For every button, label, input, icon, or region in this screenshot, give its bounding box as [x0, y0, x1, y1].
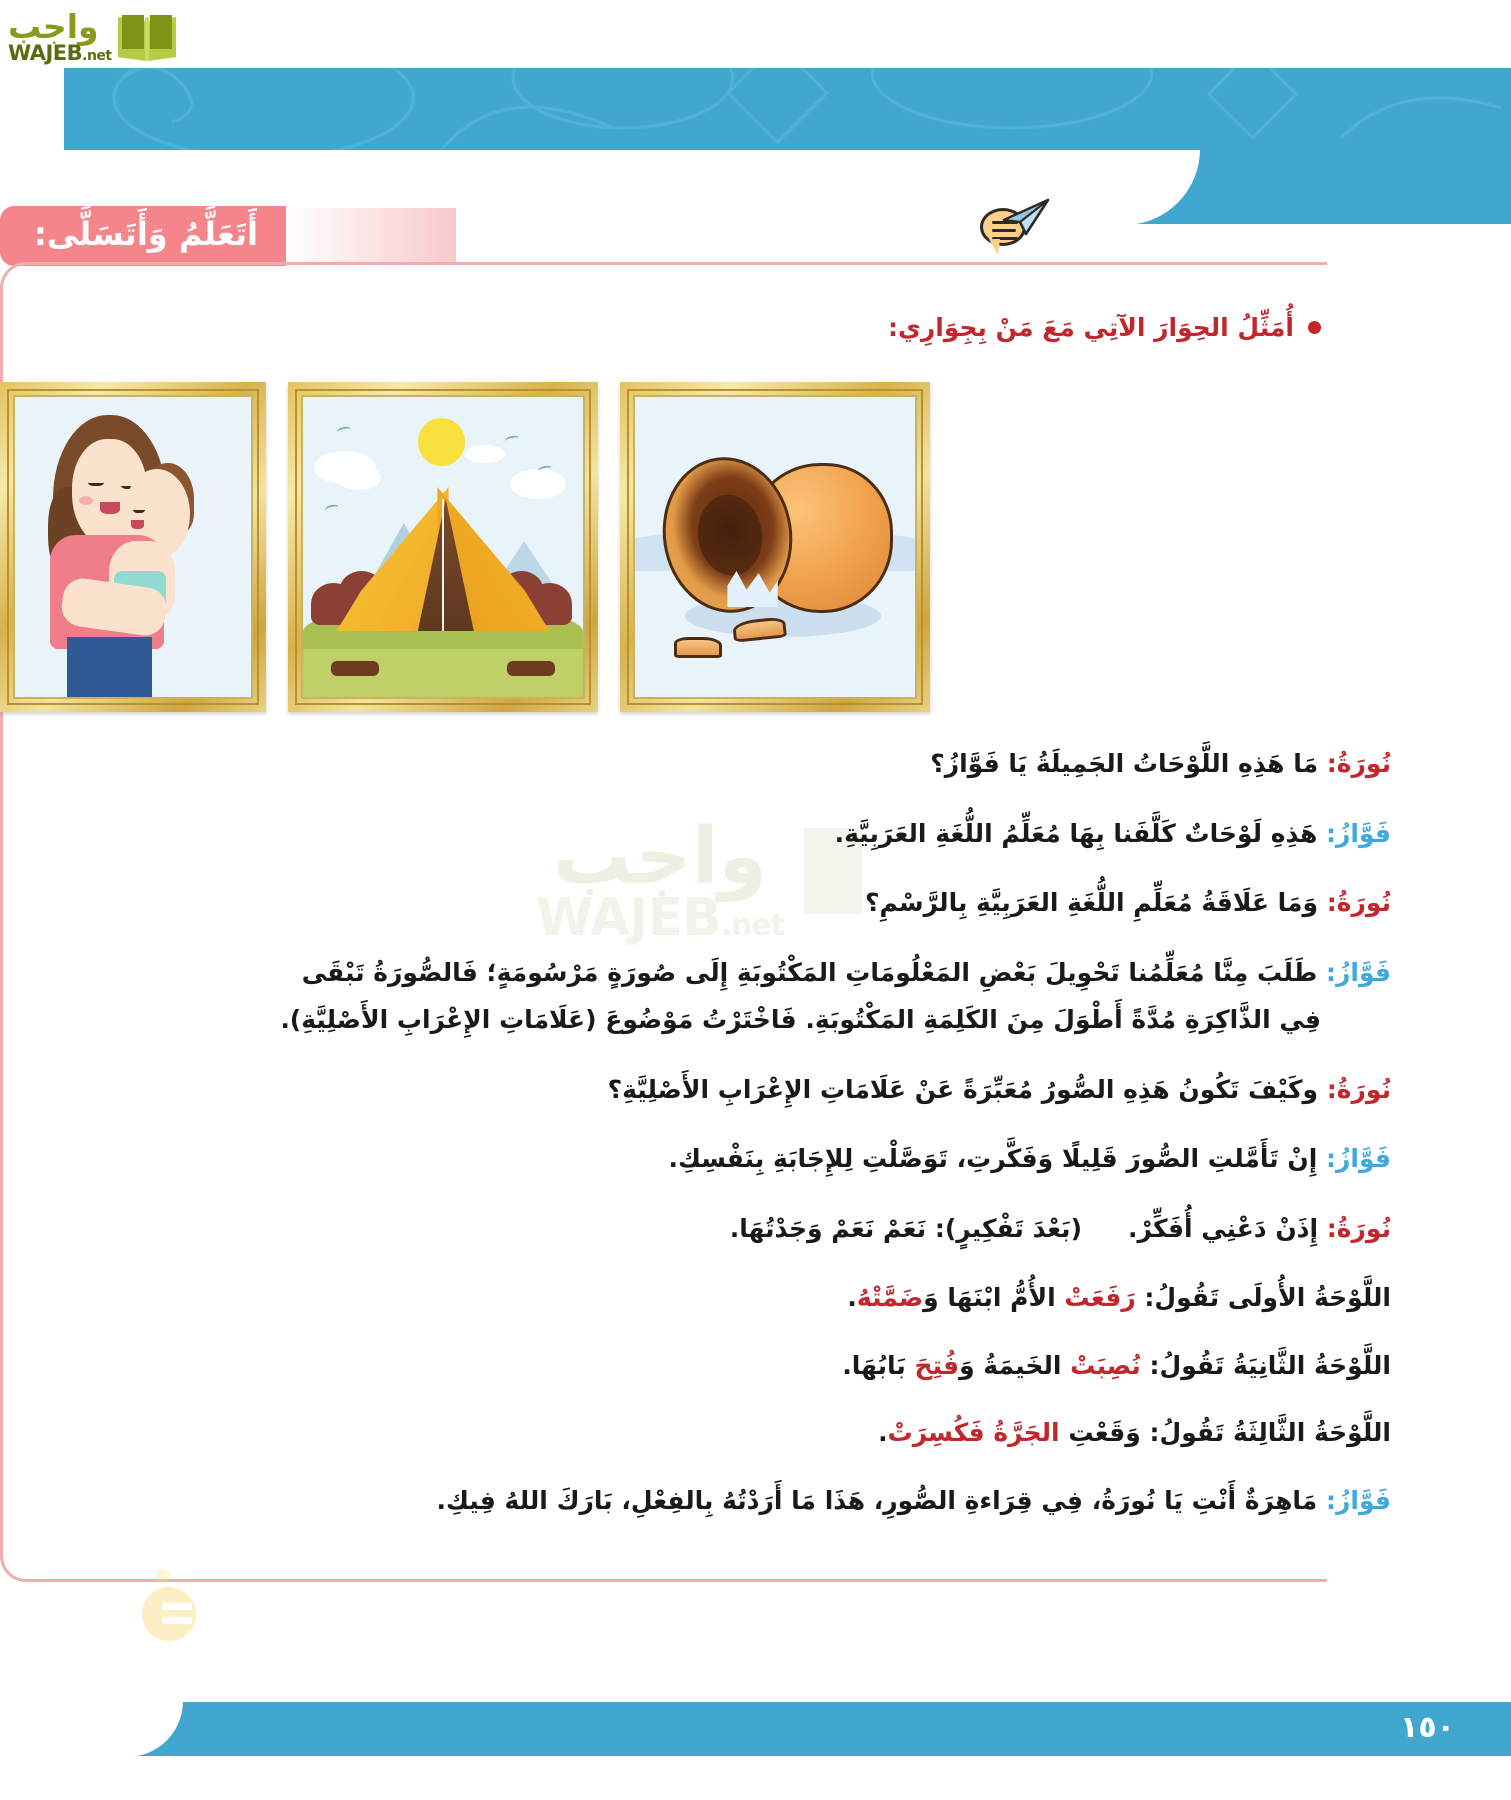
- dialogue-text-after: نَعَمْ نَعَمْ وَجَدْتُهَا.: [729, 1213, 935, 1243]
- board-statement: [150, 1414, 1391, 1452]
- board-lead: اللَّوْحَةُ الثَّانِيَةُ تَقُولُ:: [1140, 1350, 1391, 1380]
- dialogue-line: [150, 745, 1391, 783]
- site-logo-latin: WAJEB.net: [8, 41, 112, 65]
- open-book-icon: [118, 13, 176, 61]
- site-logo-arabic: واجب: [8, 7, 99, 46]
- board-highlight-1: نُصِبَتْ: [1070, 1350, 1141, 1380]
- speaker-name: فَوَّازُ:: [1325, 1144, 1391, 1173]
- watermark-latin: WAJEB.net: [535, 888, 785, 949]
- speaker-name: فَوَّازُ:: [1325, 818, 1391, 848]
- speech-bubble-paper-plane-icon: [980, 196, 1052, 256]
- tent-picture: [288, 382, 598, 712]
- speaker-name: نُورَةُ:: [1326, 888, 1391, 917]
- top-banner: [64, 68, 1511, 150]
- section-title-row: [0, 205, 1360, 267]
- speaker-name: فَوَّازُ:: [1325, 957, 1391, 987]
- tent-illustration: [301, 395, 585, 699]
- dialogue-line-closing: [150, 1482, 1391, 1520]
- dialogue-text: مَا هَذِهِ اللَّوْحَاتُ الجَمِيلَةُ يَا فَوَّازُ؟: [930, 749, 1327, 778]
- dialogue-block: [150, 745, 1391, 1551]
- speaker-name: فَوَّازُ:: [1325, 1485, 1391, 1515]
- site-logo: [8, 6, 208, 68]
- instruction-line: [888, 313, 1321, 342]
- watermark-arabic: واجب: [552, 812, 767, 902]
- board-highlight-1: الجَرَّةُ فَكُسِرَتْ: [887, 1418, 1060, 1447]
- board-tail: .: [847, 1283, 857, 1312]
- dialogue-line: [150, 815, 1391, 853]
- instruction-text: أُمَثِّلُ الحِوَارَ الآتِي مَعَ مَنْ بِجِوَارِي:: [887, 313, 1294, 342]
- board-highlight-2: فُتِحَ: [914, 1350, 960, 1380]
- board-highlight-2: ضَمَّتْهُ: [856, 1283, 924, 1312]
- board-statement: [150, 1347, 1391, 1385]
- bullet-dot-icon: [1308, 321, 1321, 334]
- mother-and-child-picture: [0, 382, 266, 712]
- dialogue-line-continuation: [150, 1001, 1391, 1039]
- speaker-name: نُورَةُ:: [1326, 1074, 1391, 1104]
- dialogue-line: [150, 1210, 1391, 1248]
- board-lead: اللَّوْحَةُ الأُولَى تَقُولُ:: [1135, 1283, 1391, 1312]
- dialogue-text: فِي الذَّاكِرَةِ مُدَّةً أَطْوَلَ مِنَ الكَلِمَةِ المَكْتُوبَةِ. فَاخْتَرْتُ مَوْضُوعَ (عَلَامَاتِ الإِعْرَابِ الأَصْلِيَّةِ).: [280, 1005, 1321, 1034]
- dialogue-line: [150, 884, 1391, 922]
- dialogue-text: إِذَنْ دَعْنِي أُفَكِّرْ.: [1128, 1213, 1327, 1243]
- board-middle: الخَيمَةُ وَ: [959, 1350, 1071, 1380]
- broken-jar-illustration: [633, 395, 917, 699]
- pictures-row: [0, 382, 1360, 712]
- board-highlight-1: رَفَعَتْ: [1064, 1283, 1136, 1312]
- bottom-strip: [0, 1778, 1511, 1800]
- dialogue-text: طَلَبَ مِنَّا مُعَلِّمُنا تَحْوِيلَ بَعْضِ المَعْلُومَاتِ المَكْتُوبَةِ إِلَى صُورَةٍ مَرْسُومَةٍ؛ فَالصُّورَةُ تَبْقَى: [301, 957, 1326, 987]
- board-middle: الأُمُّ ابْنَهَا وَ: [923, 1283, 1065, 1312]
- section-title: أَتَعَلَّمُ وَأَتَسَلَّى:: [0, 206, 286, 266]
- board-tail: بَابُهَا.: [842, 1350, 915, 1380]
- footer-bar: [64, 1702, 1511, 1756]
- speaker-name: نُورَةُ:: [1326, 749, 1391, 778]
- board-tail: .: [878, 1418, 888, 1447]
- dialogue-line: [150, 954, 1391, 992]
- mother-and-child-illustration: [13, 395, 253, 699]
- dialogue-text: وَمَا عَلَاقَةُ مُعَلِّمِ اللُّغَةِ العَرَبِيَّةِ بِالرَّسْمِ؟: [864, 888, 1327, 917]
- dialogue-text: إِنْ تَأَمَّلتِ الصُّورَ قَلِيلًا وَفَكَّرتِ، تَوَصَّلْتِ لِلإِجَابَةِ بِنَفْسِكِ.: [668, 1144, 1326, 1173]
- dialogue-line: [150, 1140, 1391, 1178]
- title-fade: [286, 208, 456, 264]
- page-number: ١٥٠: [1400, 1710, 1455, 1745]
- arabic-letter-ain-icon: [136, 1565, 200, 1645]
- speaker-name: نُورَةُ:: [1326, 1213, 1391, 1243]
- dialogue-aside: (بَعْدَ تَفْكِيرٍ):: [934, 1213, 1082, 1243]
- dialogue-line: [150, 1071, 1391, 1109]
- board-lead: اللَّوْحَةُ الثَّالِثَةُ تَقُولُ: وَقَعْتِ: [1059, 1418, 1391, 1447]
- broken-jar-picture: [620, 382, 930, 712]
- board-statement: [150, 1279, 1391, 1317]
- dialogue-text: مَاهِرَةٌ أَنْتِ يَا نُورَةُ، فِي قِرَاءةِ الصُّورِ، هَذَا مَا أَرَدْتُهُ بِالفِعْلِ، بَارَكَ اللهُ فِيكِ.: [436, 1485, 1326, 1515]
- dialogue-text: هَذِهِ لَوْحَاتٌ كَلَّفَنا بِهَا مُعَلِّمُ اللُّغَةِ العَرَبِيَّةِ.: [834, 818, 1326, 848]
- dialogue-text: وكَيْفَ تَكُونُ هَذِهِ الصُّورُ مُعَبِّرَةً عَنْ عَلَامَاتِ الإِعْرَابِ الأَصْلِيَّةِ؟: [607, 1074, 1327, 1104]
- banner-pattern: [64, 68, 1511, 150]
